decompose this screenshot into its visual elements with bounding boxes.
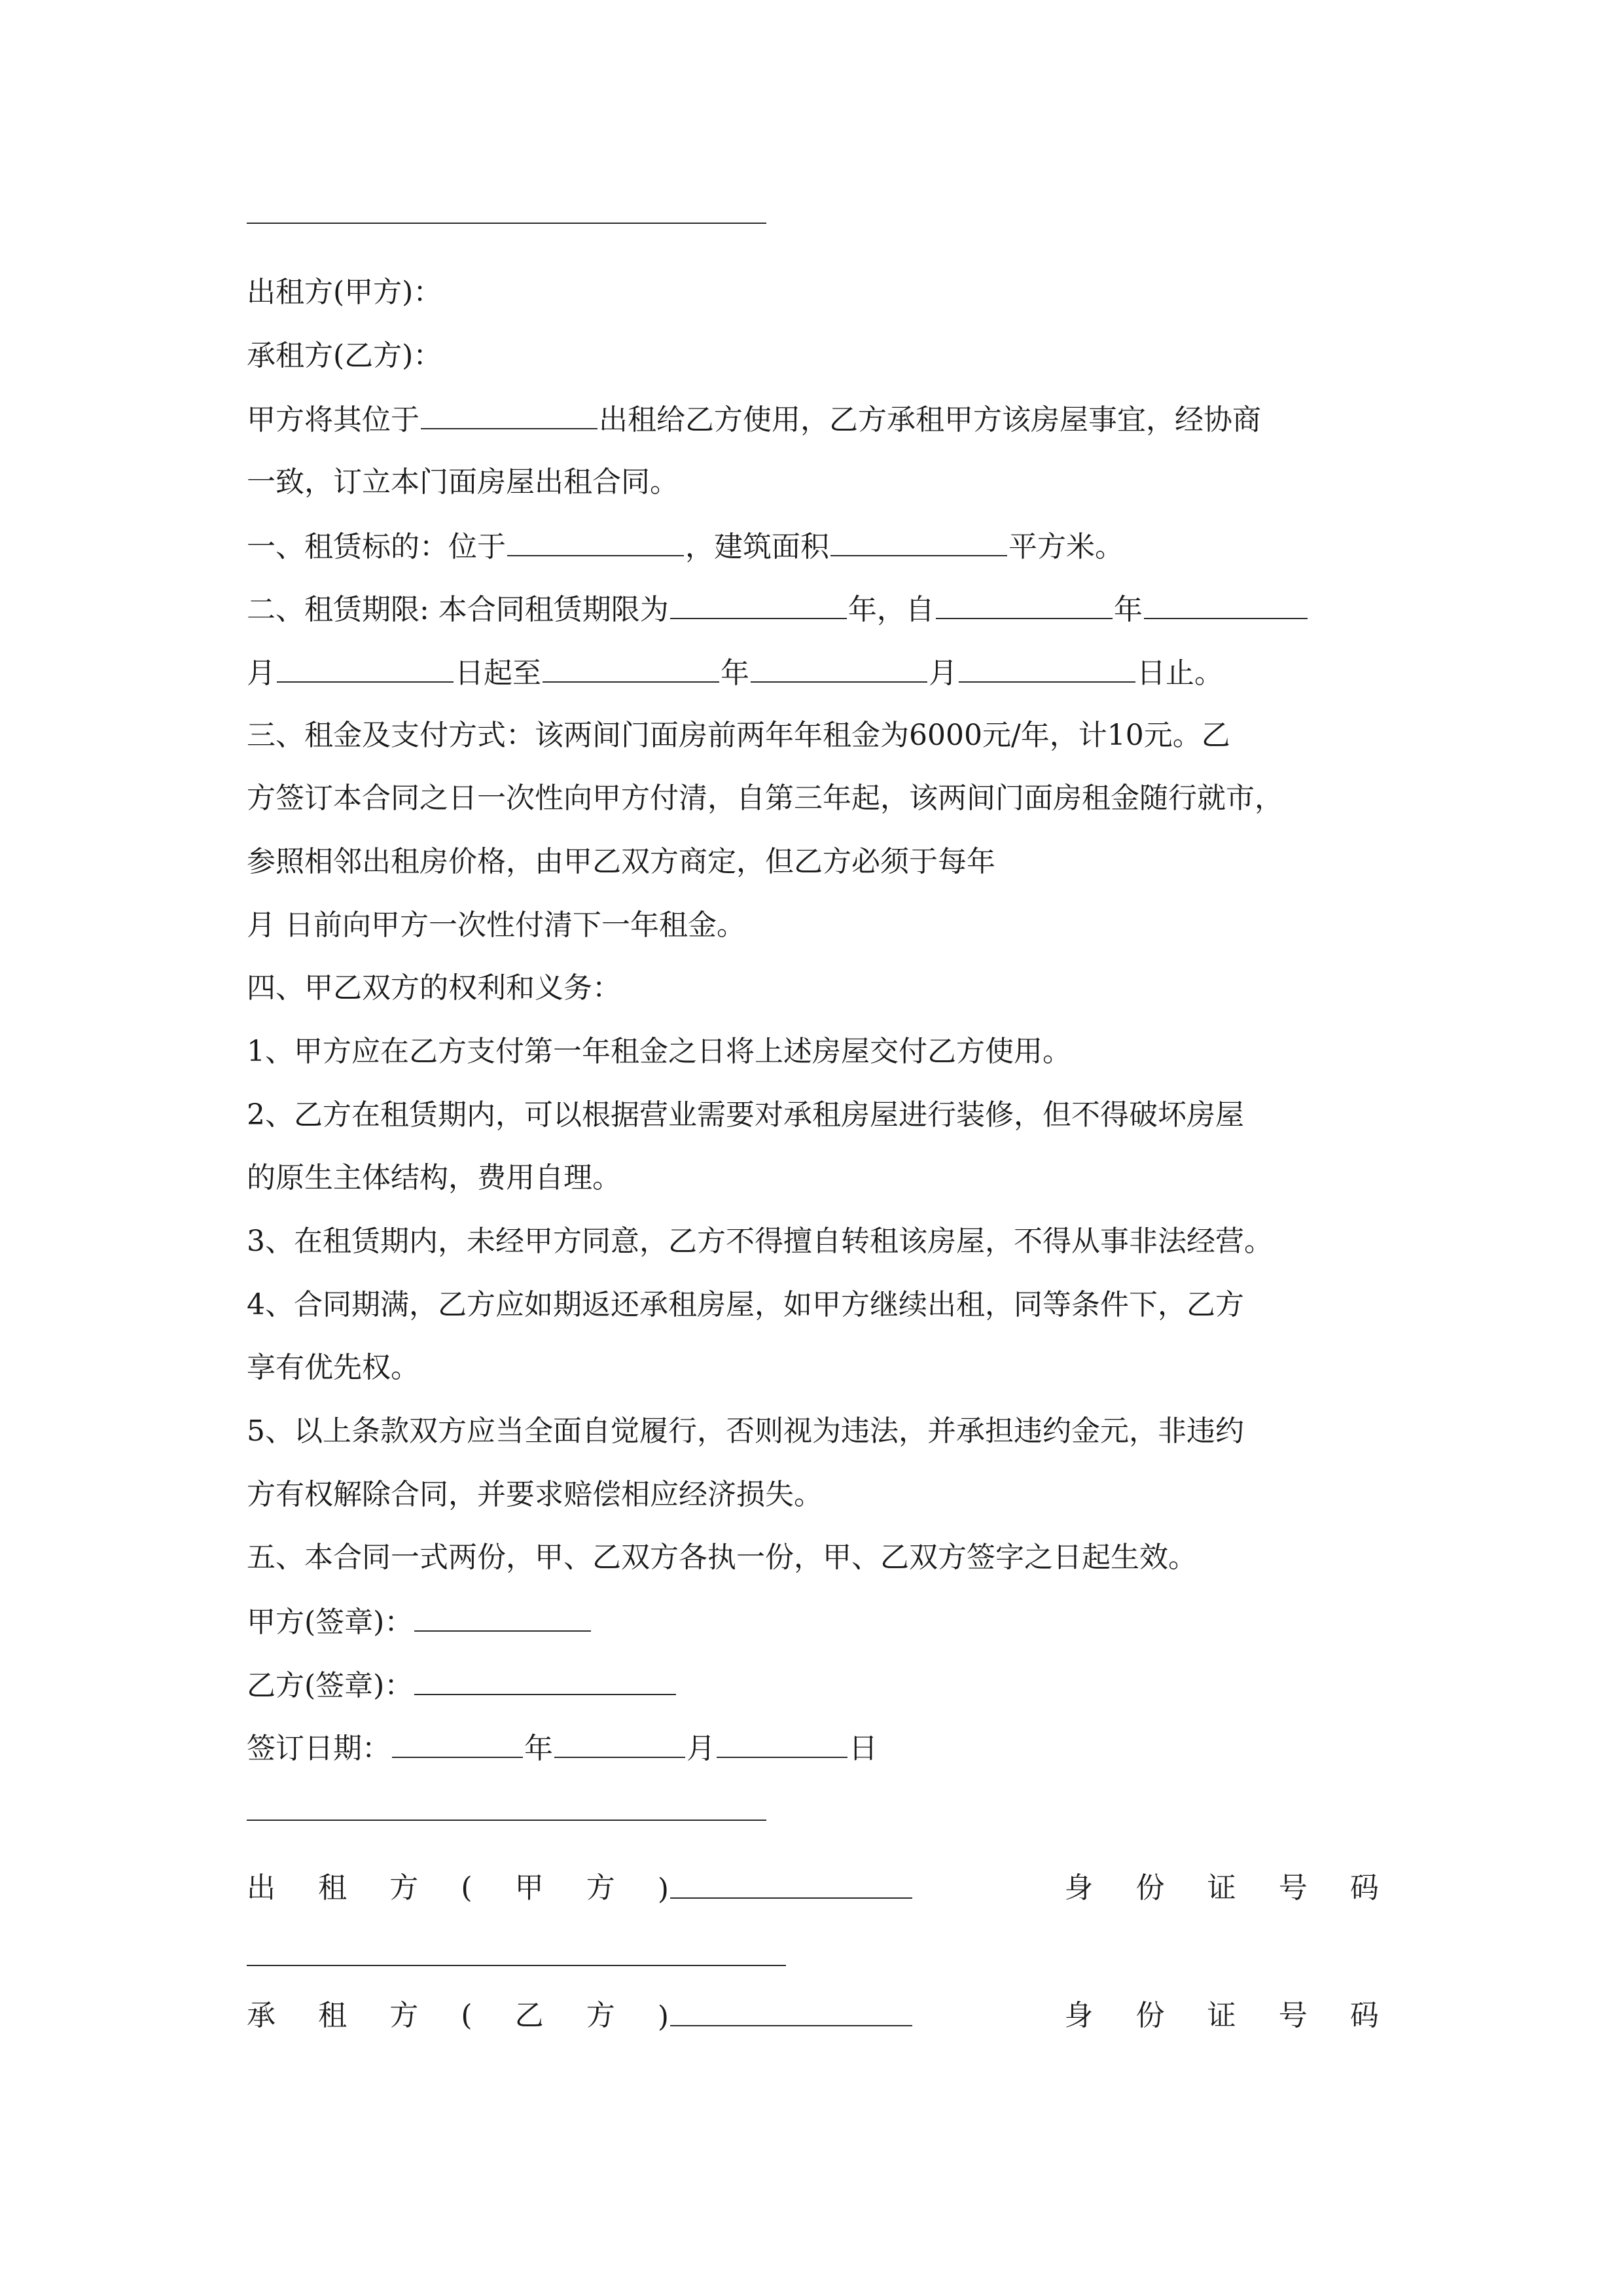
top-divider (247, 223, 766, 224)
end-day-blank[interactable] (959, 653, 1135, 683)
lease-years-blank[interactable] (670, 589, 847, 619)
clause-4-item-5-line-1: 5、以上条款双方应当全面自觉履行，否则视为违法，并承担违约金元，非违约 (247, 1414, 1244, 1448)
clause-2-line-2: 月 日起至 年 月 日止。 (247, 653, 1379, 692)
lessee-name-blank[interactable] (670, 1996, 912, 2026)
lessor-id-number-blank[interactable] (247, 1965, 786, 1966)
lessee-id-row: 承 租 方 ( 乙 方 ) 身 份 证 号 码 (247, 1996, 1379, 2036)
clause-3-line-4: 月 日前向甲方一次性付清下一年租金。 (247, 908, 745, 942)
end-year-blank[interactable] (543, 653, 719, 683)
party-b-signature-line: 乙方(签章)： (247, 1665, 1379, 1704)
lessor-name-blank[interactable] (670, 1869, 912, 1899)
signing-date-line: 签订日期： 年 月 日 (247, 1728, 1379, 1767)
clause-4-item-3: 3、在租赁期内，未经甲方同意，乙方不得擅自转租该房屋，不得从事非法经营。 (247, 1225, 1273, 1258)
sign-year-blank[interactable] (392, 1728, 523, 1758)
clause-1: 一、租赁标的：位于 ，建筑面积 平方米。 (247, 526, 1379, 565)
start-year-blank[interactable] (936, 589, 1113, 619)
lessor-line (247, 273, 1379, 312)
clause-5: 五、本合同一式两份，甲、乙双方各执一份，甲、乙双方签字之日起生效。 (247, 1541, 1197, 1574)
start-month-blank[interactable] (1144, 589, 1308, 619)
lease-location-blank[interactable] (507, 526, 684, 556)
party-b-signature-blank[interactable] (414, 1665, 676, 1695)
end-month-blank[interactable] (751, 653, 927, 683)
lessor-id-row: 出 租 方 ( 甲 方 ) 身 份 证 号 码 (247, 1869, 1379, 1908)
clause-4-item-4-line-1: 4、合同期满，乙方应如期返还承租房屋，如甲方继续出租，同等条件下，乙方 (247, 1288, 1244, 1321)
clause-4-heading: 四、甲乙双方的权利和义务： (247, 971, 621, 1005)
clause-4-item-5-line-2: 方有权解除合同，并要求赔偿相应经济损失。 (247, 1478, 823, 1511)
party-a-signature-line: 甲方(签章)： (247, 1602, 1379, 1641)
lessee-line (247, 336, 1379, 376)
area-blank[interactable] (830, 526, 1007, 556)
clause-3-line-1: 三、租金及支付方式：该两间门面房前两年年租金为6000元/年，计10元。乙 (247, 719, 1230, 752)
lessor-label: 出租方(甲方)： (247, 276, 442, 309)
sign-month-blank[interactable] (554, 1728, 685, 1758)
middle-divider (247, 1820, 766, 1821)
start-day-blank[interactable] (277, 653, 454, 683)
clause-4-item-2-line-2: 的原生主体结构，费用自理。 (247, 1161, 621, 1194)
para-intro-2: 一致，订立本门面房屋出租合同。 (247, 465, 679, 499)
lessee-label: 承租方(乙方)： (247, 339, 442, 372)
clause-2-line-1: 二、租赁期限: 本合同租赁期限为 年，自 年 (247, 589, 1379, 628)
location-blank[interactable] (421, 399, 597, 429)
clause-3-line-3: 参照相邻出租房价格，由甲乙双方商定，但乙方必须于每年 (247, 845, 995, 878)
clause-4-item-4-line-2: 享有优先权。 (247, 1351, 419, 1384)
clause-4-item-1: 1、甲方应在乙方支付第一年租金之日将上述房屋交付乙方使用。 (247, 1035, 1071, 1068)
party-a-signature-blank[interactable] (414, 1602, 591, 1632)
clause-3-line-2: 方签订本合同之日一次性向甲方付清，自第三年起，该两间门面房租金随行就市， (247, 781, 1283, 815)
para-intro-1: 甲方将其位于 出租给乙方使用，乙方承租甲方该房屋事宜，经协商 (247, 399, 1379, 439)
sign-day-blank[interactable] (717, 1728, 847, 1758)
clause-4-item-2-line-1: 2、乙方在租赁期内，可以根据营业需要对承租房屋进行装修，但不得破坏房屋 (247, 1098, 1244, 1132)
